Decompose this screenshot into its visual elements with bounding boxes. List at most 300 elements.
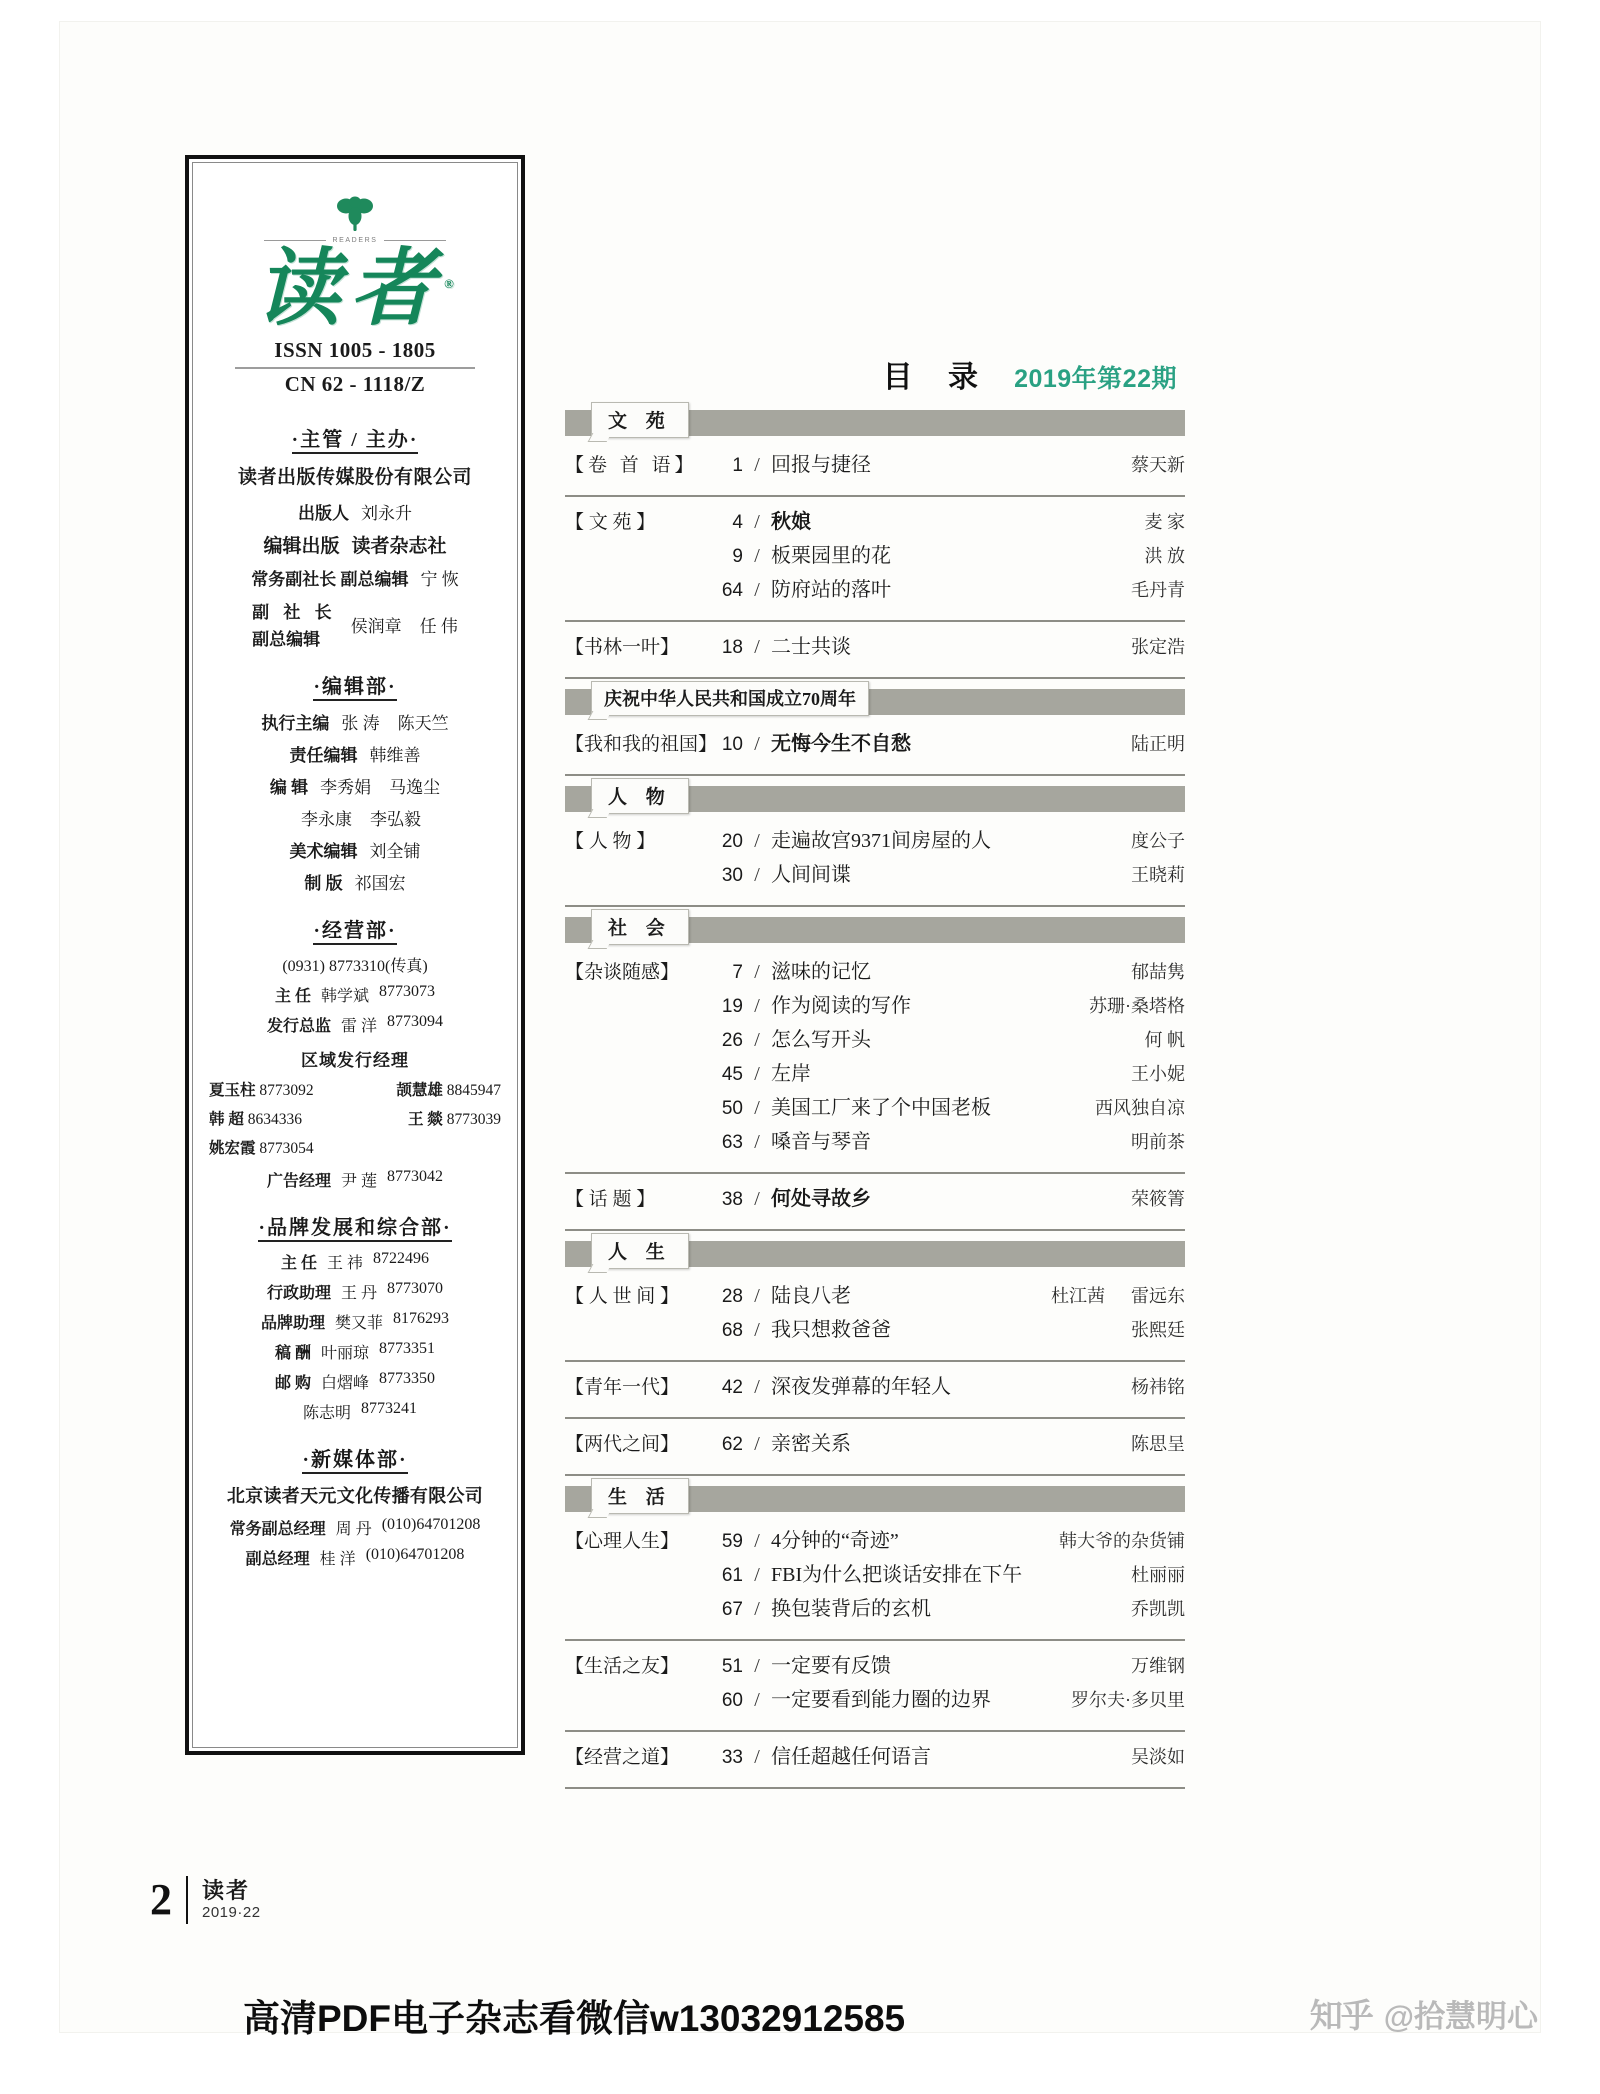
toc-entry[interactable] — [565, 1432, 1185, 1457]
toc-divider — [565, 1730, 1185, 1732]
author-name: 明前茶 — [1131, 1132, 1185, 1152]
newmedia-rows — [207, 1516, 503, 1569]
toc-article-title[interactable]: 人间间谍 — [771, 864, 851, 886]
readers-label: READERS — [332, 237, 378, 244]
toc-author — [1067, 864, 1185, 887]
author-name: 韩大爷的杂货铺 — [1059, 1531, 1185, 1551]
region-row — [209, 1107, 501, 1129]
section-tab-label: 人 生 — [591, 1233, 689, 1269]
section-tab-label: 庆祝中华人民共和国成立70周年 — [591, 681, 869, 716]
editor-name: 刘全铺 — [369, 842, 421, 861]
author-name: 罗尔夫·多贝里 — [1071, 1690, 1185, 1710]
toc-article-title[interactable]: 回报与捷径 — [771, 454, 871, 476]
toc-divider — [565, 620, 1185, 622]
region-name: 姚宏霞 — [209, 1140, 256, 1157]
region-entry — [408, 1107, 501, 1129]
deputy-name-1: 侯润章 — [350, 616, 402, 636]
toc-article-title[interactable]: 美国工厂来了个中国老板 — [771, 1097, 991, 1119]
newmedia-row — [207, 1516, 503, 1539]
brand-rows — [207, 1250, 503, 1423]
toc-article-title[interactable]: 作为阅读的写作 — [771, 995, 911, 1017]
brand-name: 陈志明 — [302, 1405, 351, 1422]
toc-article-title[interactable]: 无悔今生不自愁 — [771, 733, 911, 755]
rule-right — [384, 240, 446, 241]
toc-divider — [565, 1474, 1185, 1476]
toc-author — [1067, 636, 1185, 659]
toc-author — [1067, 1029, 1185, 1052]
zhihu-username: @拾慧明心 — [1383, 1999, 1538, 2034]
section-tab-label: 人 物 — [591, 778, 689, 814]
toc-category: 【书林一叶】 — [565, 637, 680, 658]
toc-entry[interactable] — [565, 578, 1185, 603]
toc-category: 【 人 世 间 】 — [565, 1286, 680, 1307]
toc-category: 【 人 物 】 — [565, 831, 656, 852]
toc-entry[interactable] — [565, 1563, 1185, 1588]
toc-page-number: 67 — [721, 1599, 743, 1620]
toc-author — [1067, 1063, 1185, 1086]
toc-article-title[interactable]: 走遍故宫9371间房屋的人 — [771, 830, 991, 852]
newmedia-phone: (010)64701208 — [365, 1546, 465, 1563]
author-name: 万维钢 — [1131, 1656, 1185, 1676]
issue-label: 2019年第22期 — [1014, 365, 1177, 393]
toc-group — [565, 1518, 1185, 1633]
page-title: 目 录 — [882, 361, 993, 394]
region-phone: 8845947 — [446, 1082, 501, 1099]
region-entry — [209, 1107, 302, 1129]
toc-group — [565, 1176, 1185, 1223]
brand-name: 王 丹 — [341, 1285, 378, 1302]
toc-divider — [565, 1639, 1185, 1641]
toc-group — [565, 442, 1185, 489]
toc-page-number: 45 — [721, 1064, 743, 1085]
newmedia-phone: (010)64701208 — [381, 1516, 481, 1533]
toc-divider — [565, 1787, 1185, 1789]
toc-separator: / — [754, 733, 760, 755]
toc-group — [565, 624, 1185, 671]
publisher-name: 刘永升 — [361, 504, 412, 523]
deputy-labels — [252, 598, 337, 650]
footer-page-number: 2 — [150, 1875, 172, 1924]
editor-name: 李永康 — [301, 810, 352, 829]
toc-entry[interactable] — [565, 453, 1185, 478]
toc-page-number: 50 — [721, 1098, 743, 1119]
toc-article-title[interactable]: FBI为什么把谈话安排在下午 — [771, 1564, 1023, 1586]
editor-name: 韩维善 — [369, 746, 421, 765]
toc-page-number: 59 — [721, 1531, 743, 1552]
brand-row — [207, 1250, 503, 1273]
business-phone: 8773073 — [379, 983, 436, 1000]
brand-label: 稿 酬 — [274, 1345, 311, 1362]
toc-article-title[interactable]: 信任超越任何语言 — [771, 1746, 931, 1768]
deputy-label-1: 副 社 长 — [252, 603, 337, 622]
toc-article-title[interactable]: 板栗园里的花 — [771, 545, 891, 567]
author-name: 王晓莉 — [1131, 865, 1185, 885]
toc-entry[interactable] — [565, 829, 1185, 854]
toc-entry[interactable] — [565, 960, 1185, 985]
author-name: 乔凯凯 — [1131, 1599, 1185, 1619]
promo-watermark: 高清PDF电子杂志看微信w13032912585 — [243, 1998, 906, 2039]
author-name: 雷远东 — [1131, 1286, 1185, 1306]
deputy-names — [351, 612, 458, 637]
editorial-names — [370, 741, 421, 766]
magazine-logo — [207, 243, 503, 336]
newmedia-name: 周 丹 — [335, 1521, 372, 1538]
footer-issue-date: 2019·22 — [202, 1903, 261, 1921]
editorial-names — [355, 869, 406, 894]
business-heading — [207, 914, 503, 943]
table-of-contents — [565, 352, 1185, 1791]
publisher-row — [207, 499, 503, 524]
toc-page-number: 10 — [721, 734, 743, 755]
toc-separator: / — [754, 636, 760, 658]
toc-entry[interactable] — [565, 1654, 1185, 1679]
toc-article-title[interactable]: 防府站的落叶 — [771, 579, 891, 601]
toc-author — [1067, 1319, 1185, 1342]
toc-separator: / — [754, 995, 760, 1017]
toc-category: 【杂谈随感】 — [565, 962, 680, 983]
toc-page-number: 30 — [721, 865, 743, 886]
footer-meta — [202, 1878, 261, 1921]
ad-manager-phone: 8773042 — [387, 1168, 444, 1185]
toc-entry[interactable] — [565, 1096, 1185, 1121]
toc-page-number: 1 — [732, 455, 743, 476]
business-rows — [207, 983, 503, 1036]
toc-article-title[interactable]: 嗓音与琴音 — [771, 1131, 871, 1153]
registered-mark: ® — [444, 276, 454, 291]
toc-separator: / — [754, 1188, 760, 1210]
author-name: 郁喆隽 — [1131, 962, 1185, 982]
brand-row — [207, 1280, 503, 1303]
toc-author — [1067, 1689, 1185, 1712]
toc-article-title[interactable]: 一定要有反馈 — [771, 1655, 891, 1677]
section-band — [565, 410, 1185, 436]
page-footer — [150, 1874, 261, 1925]
toc-group — [565, 1734, 1185, 1781]
toc-separator: / — [754, 511, 760, 533]
editorial-label: 执行主编 — [261, 714, 330, 733]
brand-heading-text: ·品牌发展和综合部· — [258, 1217, 451, 1242]
toc-separator: / — [754, 1433, 760, 1455]
toc-author — [1067, 1655, 1185, 1678]
editorial-row — [207, 805, 503, 830]
brand-name: 王 祎 — [327, 1255, 364, 1272]
zhihu-logo: 知乎 — [1309, 1997, 1372, 2034]
toc-separator: / — [754, 1319, 760, 1341]
toc-author — [985, 1285, 1185, 1308]
toc-entry[interactable] — [565, 1375, 1185, 1400]
toc-article-title[interactable]: 怎么写开头 — [771, 1029, 871, 1051]
section-band — [565, 917, 1185, 943]
issn-divider — [235, 367, 475, 369]
business-heading-text: ·经营部· — [313, 920, 396, 945]
toc-article-title[interactable]: 滋味的记忆 — [771, 961, 871, 983]
editor-name: 李弘毅 — [370, 810, 421, 829]
toc-article-title[interactable]: 陆良八老 — [771, 1285, 851, 1307]
toc-separator: / — [754, 454, 760, 476]
toc-entry[interactable] — [565, 1318, 1185, 1343]
toc-page-number: 20 — [721, 831, 743, 852]
toc-separator: / — [754, 1655, 760, 1677]
toc-page-number: 64 — [721, 580, 743, 601]
toc-entry[interactable] — [565, 994, 1185, 1019]
author-name: 陆正明 — [1131, 734, 1185, 754]
brand-phone: 8773351 — [379, 1340, 436, 1357]
toc-category: 【 文 苑 】 — [565, 512, 656, 533]
logo-text: 读者 — [256, 243, 445, 336]
region-phone: 8773054 — [259, 1140, 314, 1157]
toc-group — [565, 1273, 1185, 1354]
author-name: 洪 放 — [1144, 546, 1185, 566]
toc-separator: / — [754, 961, 760, 983]
business-label: 主 任 — [274, 988, 311, 1005]
toc-author — [1067, 1433, 1185, 1456]
toc-article-title[interactable]: 我只想救爸爸 — [771, 1319, 891, 1341]
region-phone: 8773092 — [259, 1082, 314, 1099]
editorial-label: 责任编辑 — [289, 746, 358, 765]
brand-name: 白熠峰 — [321, 1375, 370, 1392]
toc-page-number: 61 — [721, 1565, 743, 1586]
toc-separator: / — [754, 1746, 760, 1768]
brand-phone: 8773070 — [387, 1280, 444, 1297]
section-band — [565, 1486, 1185, 1512]
toc-entry[interactable] — [565, 1028, 1185, 1053]
brand-label: 邮 购 — [274, 1375, 311, 1392]
exec-deputy-row — [207, 565, 503, 590]
toc-separator: / — [754, 579, 760, 601]
brand-phone: 8722496 — [373, 1250, 430, 1267]
author-name: 何 帆 — [1144, 1030, 1185, 1050]
author-name: 荣筱箐 — [1131, 1189, 1185, 1209]
brand-name: 樊又菲 — [335, 1315, 384, 1332]
toc-separator: / — [754, 830, 760, 852]
editorial-label: 制 版 — [304, 874, 343, 893]
author-name: 杜江茜 — [1051, 1286, 1105, 1306]
toc-entry[interactable] — [565, 1745, 1185, 1770]
toc-page-number: 38 — [721, 1189, 743, 1210]
toc-divider — [565, 677, 1185, 679]
toc-group — [565, 818, 1185, 899]
business-label: 发行总监 — [266, 1018, 331, 1035]
supervisor-heading — [207, 423, 503, 452]
brand-label: 行政助理 — [266, 1285, 331, 1302]
toc-article-title[interactable]: 深夜发弹幕的年轻人 — [771, 1376, 951, 1398]
toc-article-title[interactable]: 换包装背后的玄机 — [771, 1598, 931, 1620]
toc-author — [1067, 1131, 1185, 1154]
newmedia-heading-text: ·新媒体部· — [302, 1449, 407, 1474]
edit-publish-label: 编辑出版 — [263, 536, 340, 557]
toc-separator: / — [754, 1029, 760, 1051]
toc-author — [1067, 579, 1185, 602]
author-name: 陈思呈 — [1131, 1434, 1185, 1454]
toc-divider — [565, 495, 1185, 497]
footer-magazine-name: 读者 — [202, 1878, 251, 1904]
toc-separator: / — [754, 1376, 760, 1398]
editorial-names — [301, 805, 421, 830]
toc-group — [565, 721, 1185, 768]
author-name: 杨祎铭 — [1131, 1377, 1185, 1397]
magazine-page — [60, 22, 1540, 2032]
toc-divider — [565, 905, 1185, 907]
toc-header — [565, 352, 1185, 396]
author-name: 西风独自凉 — [1095, 1098, 1185, 1118]
region-name: 颉慧雄 — [396, 1082, 443, 1099]
editor-name: 李秀娟 — [320, 778, 372, 797]
region-row — [209, 1078, 501, 1100]
business-row — [207, 983, 503, 1006]
toc-article-title[interactable]: 4分钟的“奇迹” — [771, 1530, 899, 1552]
toc-author — [1067, 733, 1185, 756]
toc-entry[interactable] — [565, 1688, 1185, 1713]
brand-row — [207, 1370, 503, 1393]
toc-entry[interactable] — [565, 510, 1185, 535]
toc-divider — [565, 774, 1185, 776]
toc-category: 【卷 首 语】 — [565, 455, 698, 476]
brand-heading — [207, 1211, 503, 1240]
toc-author — [1067, 1746, 1185, 1769]
toc-divider — [565, 1229, 1185, 1231]
company-name: 读者出版传媒股份有限公司 — [237, 467, 472, 488]
editorial-row — [207, 709, 503, 734]
toc-entry[interactable] — [565, 544, 1185, 569]
toc-page-number: 9 — [732, 546, 743, 567]
author-name: 张定浩 — [1131, 637, 1185, 657]
exec-deputy-name: 宁 恢 — [420, 570, 459, 589]
toc-entry[interactable] — [565, 1597, 1185, 1622]
toc-entry[interactable] — [565, 635, 1185, 660]
toc-separator: / — [754, 1131, 760, 1153]
edit-publish-row — [207, 531, 503, 558]
masthead-inner — [192, 162, 518, 1748]
toc-separator: / — [754, 1530, 760, 1552]
toc-entry[interactable] — [565, 1130, 1185, 1155]
issn-line: ISSN 1005 - 1805 — [274, 338, 436, 362]
brand-row — [207, 1340, 503, 1363]
toc-entry[interactable] — [565, 1529, 1185, 1554]
toc-category: 【两代之间】 — [565, 1434, 680, 1455]
toc-page-number: 63 — [721, 1132, 743, 1153]
toc-article-title[interactable]: 何处寻故乡 — [771, 1188, 871, 1210]
toc-category: 【青年一代】 — [565, 1377, 680, 1398]
toc-author — [1067, 1097, 1185, 1120]
toc-author — [1067, 1564, 1185, 1587]
toc-author — [1067, 961, 1185, 984]
toc-article-title[interactable]: 左岸 — [771, 1063, 811, 1085]
toc-author — [1067, 830, 1185, 853]
editor-name: 祁国宏 — [354, 874, 406, 893]
ad-manager-row — [207, 1168, 503, 1191]
toc-category: 【 话 题 】 — [565, 1189, 656, 1210]
brand-row — [207, 1310, 503, 1333]
toc-entry[interactable] — [565, 1062, 1185, 1087]
toc-page-number: 51 — [721, 1656, 743, 1677]
region-name: 王 燚 — [407, 1111, 443, 1128]
business-name: 韩学斌 — [321, 988, 370, 1005]
toc-divider — [565, 1417, 1185, 1419]
toc-article-title[interactable]: 二士共谈 — [771, 636, 851, 658]
region-name: 韩 超 — [209, 1111, 244, 1128]
author-name: 麦 家 — [1144, 512, 1185, 532]
toc-page-number: 62 — [721, 1434, 743, 1455]
editor-name: 陈天竺 — [397, 714, 449, 733]
brand-phone: 8773241 — [361, 1400, 417, 1417]
region-heading: 区域发行经理 — [301, 1051, 409, 1070]
section-tab-label: 社 会 — [591, 909, 689, 945]
brand-row — [207, 1400, 503, 1423]
edit-publish-value: 读者杂志社 — [351, 536, 447, 557]
toc-author — [1067, 545, 1185, 568]
toc-entry[interactable] — [565, 732, 1185, 757]
toc-author — [1059, 1530, 1185, 1553]
toc-group — [565, 1364, 1185, 1411]
toc-separator: / — [754, 545, 760, 567]
toc-separator: / — [754, 864, 760, 886]
fax-line: (0931) 8773310(传真) — [282, 958, 428, 975]
toc-entry[interactable] — [565, 1187, 1185, 1212]
toc-page-number: 60 — [721, 1690, 743, 1711]
section-tab-label: 文 苑 — [591, 402, 689, 438]
toc-page-number: 18 — [721, 637, 743, 658]
brand-label: 主 任 — [280, 1255, 317, 1272]
rule-left — [264, 240, 326, 241]
region-entry — [209, 1136, 314, 1158]
zhihu-watermark — [1310, 1990, 1538, 2037]
editorial-names — [341, 709, 448, 734]
editorial-names — [320, 773, 440, 798]
editorial-heading — [207, 670, 503, 699]
region-phone: 8773039 — [446, 1111, 501, 1128]
toc-page-number: 26 — [721, 1030, 743, 1051]
supervisor-heading-text: ·主管 / 主办· — [292, 429, 419, 454]
toc-article-title[interactable]: 秋娘 — [771, 511, 811, 533]
region-row — [209, 1136, 501, 1158]
toc-divider — [565, 1360, 1185, 1362]
footer-divider — [186, 1876, 188, 1924]
newmedia-heading — [207, 1443, 503, 1472]
toc-article-title[interactable]: 一定要看到能力圈的边界 — [771, 1689, 991, 1711]
author-name: 毛丹青 — [1131, 580, 1185, 600]
toc-separator: / — [754, 1564, 760, 1586]
author-name: 苏珊·桑塔格 — [1089, 996, 1185, 1016]
toc-group — [565, 1643, 1185, 1724]
region-name: 夏玉柱 — [209, 1082, 256, 1099]
author-name: 吴淡如 — [1131, 1747, 1185, 1767]
author-name: 蔡天新 — [1131, 455, 1185, 475]
toc-page-number: 33 — [721, 1747, 743, 1768]
brand-name: 叶丽琼 — [321, 1345, 370, 1362]
editorial-row — [207, 869, 503, 894]
toc-entry[interactable] — [565, 1284, 1185, 1309]
bee-icon — [207, 195, 503, 235]
deputy-row — [207, 598, 503, 650]
business-phone: 8773094 — [387, 1013, 444, 1030]
newmedia-row — [207, 1546, 503, 1569]
editor-name: 马逸尘 — [389, 778, 441, 797]
toc-group — [565, 1421, 1185, 1468]
toc-category: 【我和我的祖国】 — [565, 734, 718, 755]
editorial-row — [207, 837, 503, 862]
exec-deputy-label: 常务副社长 副总编辑 — [251, 570, 409, 589]
toc-entry[interactable] — [565, 863, 1185, 888]
toc-article-title[interactable]: 亲密关系 — [771, 1433, 851, 1455]
editorial-names — [370, 837, 421, 862]
deputy-name-2: 任 伟 — [419, 616, 458, 636]
toc-page-number: 19 — [721, 996, 743, 1017]
toc-group — [565, 499, 1185, 614]
region-entry — [396, 1078, 501, 1100]
editorial-row — [207, 741, 503, 766]
toc-page-number: 7 — [732, 962, 743, 983]
toc-category: 【生活之友】 — [565, 1656, 680, 1677]
